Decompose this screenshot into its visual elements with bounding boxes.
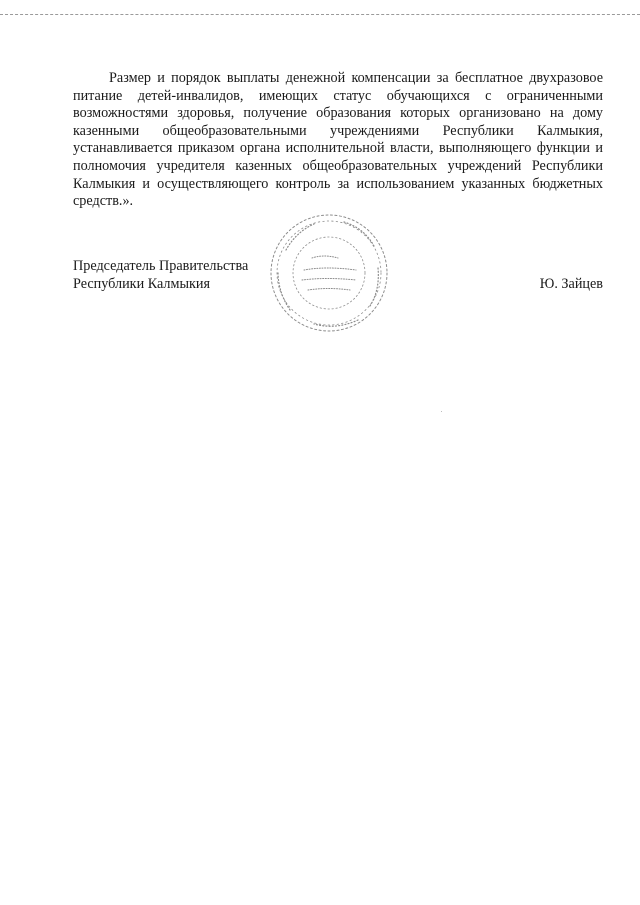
paragraph-line: контроль за использованием указанных бюджетных средств.». xyxy=(73,175,603,210)
body-paragraph xyxy=(73,70,603,211)
paragraph-line: Республики Калмыкия, устанавливается приказом органа исполнительной власти, xyxy=(73,122,603,157)
paragraph-line: двухразовое питание детей-инвалидов, имеющих статус обучающихся с xyxy=(73,70,603,104)
signature-block xyxy=(73,258,603,298)
scan-speck xyxy=(441,411,442,412)
paragraph-line: выполняющего функции и полномочия учредителя казенных xyxy=(73,140,603,174)
signer-title-line-2: Республики Калмыкия xyxy=(73,275,211,292)
signer-title xyxy=(73,258,273,293)
paragraph-line: Размер и порядок выплаты денежной компенсации за бесплатное xyxy=(109,70,523,86)
paragraph-line: организовано на дому казенными общеобразовательными учреждениями xyxy=(73,105,604,139)
top-dashed-rule xyxy=(0,14,640,15)
paragraph-line: ограниченными возможностями здоровья, получение образования которых xyxy=(73,87,604,122)
paragraph-line: общеобразовательных учреждений Республики Калмыкия и осуществляющего xyxy=(73,157,603,192)
signer-name: Ю. Зайцев xyxy=(539,275,603,292)
signer-title-line-1: Председатель Правительства xyxy=(73,258,249,274)
